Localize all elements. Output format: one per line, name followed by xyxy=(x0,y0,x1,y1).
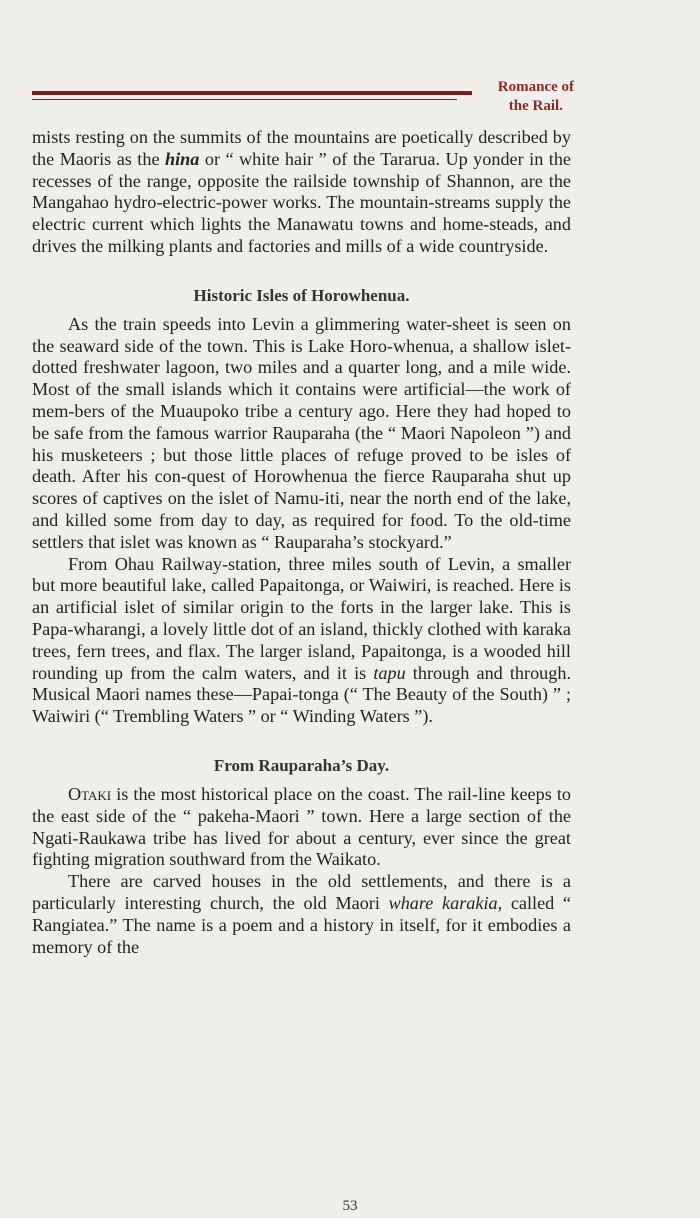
paragraph-4 xyxy=(32,784,571,871)
section-heading-horowhenua: Historic Isles of Horowhenua. xyxy=(193,285,410,305)
page-number: 53 xyxy=(342,1198,358,1214)
paragraph-2: As the train speeds into Levin a glimmering water-sheet is seen on the seaward side of the town. This is Lake Horo-whenua, a shallow islet-dotted freshwater lagoon, two miles and a quarter long, and a mile wide. Most of the small islands which it contains were artificial—the work of mem-bers of the Muaupoko tribe a century ago. Here they had hoped to be safe from the famous warrior Rauparaha (the “ Maori Napoleon ”) and his musketeers ; but those little places of refuge proved to be isles of death. After his con-quest of Horowhenua the fierce Rauparaha shut up scores of captives on the islet of Namu-iti, near the north end of the lake, and killed some from day to day, as required for food. To the old-time settlers that islet was known as “ Rauparaha’s stockyard.” xyxy=(32,313,571,552)
running-head-line-1: Romance of xyxy=(497,79,574,95)
running-head xyxy=(498,78,574,116)
section-heading-rauparaha: From Rauparaha’s Day. xyxy=(213,755,390,775)
term-hina: hina xyxy=(165,148,200,169)
page-header xyxy=(32,78,580,112)
header-rule-thick xyxy=(32,91,472,95)
paragraph-1-text-a: mists resting on the summits of the mountains are poetically described by the Maoris as the xyxy=(32,127,571,169)
page-body xyxy=(32,127,571,958)
running-head-line-2: the Rail. xyxy=(508,98,563,114)
paragraph-3-text-a: From Ohau Railway-station, three miles south of Levin, a smaller but more beautiful lake, called Papaitonga, or Waiwiri, is reached. Here is an artificial islet of similar origin to the forts in the larger lake. This is Papa-wharangi, a lovely little dot of an island, thickly clothed with karaka trees, fern trees, and flax. The larger island, Papaitonga, is a wooded hill rounding up from the calm waters, and it is xyxy=(32,553,571,683)
term-otaki: Otaki xyxy=(68,783,112,804)
paragraph-1-text-b: or “ white hair ” of the Tararua. Up yonder in the recesses of the range, opposite the railside township of Shannon, are the Mangahao hydro-electric-power works. The mountain-streams supply the electric current which lights the Manawatu towns and home-steads, and drives the milking plants and factories and mills of a wide countryside. xyxy=(32,148,571,256)
paragraph-5 xyxy=(32,871,571,958)
header-rule-thin xyxy=(32,99,457,100)
term-whare-karakia: whare karakia xyxy=(388,892,498,913)
paragraph-3-text-b: through and through. Musical Maori names these—Papai-tonga (“ The Beauty of the South) ” ; Waiwiri (“ Trembling Waters ” or “ Winding Waters ”). xyxy=(32,662,571,727)
paragraph-3 xyxy=(32,554,571,728)
paragraph-5-text-b: , called “ Rangiatea.” The name is a poem and a history in itself, for it embodies a memory of the xyxy=(32,892,571,957)
paragraph-4-text: is the most historical place on the coast. The rail-line keeps to the east side of the “ pakeha-Maori ” town. Here a large section of the Ngati-Raukawa tribe has lived for about a century, ever since the great fighting migration southward from the Waikato. xyxy=(32,783,571,870)
paragraph-1 xyxy=(32,127,571,258)
term-tapu: tapu xyxy=(373,662,406,683)
paragraph-5-text-a: There are carved houses in the old settlements, and there is a particularly interesting church, the old Maori xyxy=(32,871,571,913)
